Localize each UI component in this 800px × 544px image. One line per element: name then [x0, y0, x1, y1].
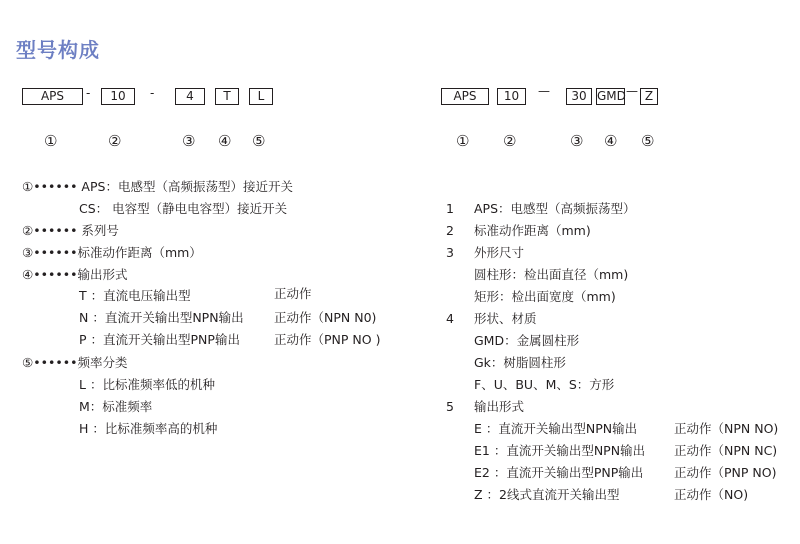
desc-line: Z ：2线式直流开关输出型 — [474, 487, 620, 502]
desc-line: E2 ：直流开关输出型PNP输出 — [474, 465, 644, 480]
desc-line: 外形尺寸 — [474, 245, 525, 260]
desc-line: CS： 电容型（静电电容型）接近开关 — [79, 201, 288, 216]
callout-number: ① — [456, 132, 470, 150]
page-title: 型号构成 — [16, 38, 100, 62]
code-box-frequency: L — [249, 88, 273, 105]
desc-line-action: 正动作 — [274, 286, 312, 301]
desc-line: 标准动作距离（mm) — [474, 223, 591, 238]
code-box-output: T — [215, 88, 239, 105]
desc-line: M：标准频率 — [79, 399, 153, 414]
desc-number: 2 — [446, 223, 454, 238]
desc-number: 1 — [446, 201, 454, 216]
desc-line: 圆柱形：检出面直径（mm) — [474, 267, 629, 282]
code-box-distance: 4 — [175, 88, 205, 105]
desc-line: ①•••••• APS：电感型（高频振荡型）接近开关 — [22, 179, 293, 194]
desc-line-action: 正动作（PNP NO ) — [274, 332, 381, 347]
callout-number: ⑤ — [641, 132, 655, 150]
callout-number: ⑤ — [252, 132, 266, 150]
code-separator: - — [86, 86, 91, 100]
desc-line: E1 ：直流开关输出型NPN输出 — [474, 443, 646, 458]
code-box-series: APS — [441, 88, 489, 105]
desc-line: APS：电感型（高频振荡型） — [474, 201, 636, 216]
desc-line: ③••••••标准动作距离（mm） — [22, 245, 202, 260]
desc-line: E ：直流开关输出型NPN输出 — [474, 421, 638, 436]
desc-line: Gk：树脂圆柱形 — [474, 355, 566, 370]
code-box-material: GMD — [597, 89, 626, 103]
code-box-size: 30 — [566, 88, 592, 105]
code-separator: — — [626, 84, 638, 98]
desc-line-action: 正动作（NPN NC) — [674, 443, 778, 458]
code-separator: — — [538, 84, 550, 98]
desc-line: ④••••••输出形式 — [22, 267, 128, 282]
code-box-series: APS — [22, 88, 83, 105]
desc-line: N ：直流开关输出型NPN输出 — [79, 310, 244, 325]
desc-line: F、U、BU、M、S：方形 — [474, 377, 615, 392]
callout-number: ② — [503, 132, 517, 150]
desc-line-action: 正动作（PNP NO) — [674, 465, 777, 480]
desc-number: 3 — [446, 245, 454, 260]
callout-number: ③ — [570, 132, 584, 150]
callout-number: ③ — [182, 132, 196, 150]
desc-line: ⑤••••••频率分类 — [22, 355, 128, 370]
desc-number: 5 — [446, 399, 454, 414]
desc-line-action: 正动作（NPN N0) — [274, 310, 377, 325]
callout-number: ② — [108, 132, 122, 150]
callout-number: ① — [44, 132, 58, 150]
code-box-output: Z — [640, 88, 658, 105]
desc-line-action: 正动作（NPN NO) — [674, 421, 779, 436]
desc-number: 4 — [446, 311, 454, 326]
desc-line: ②•••••• 系列号 — [22, 223, 119, 238]
callout-number: ④ — [604, 132, 618, 150]
code-box-distance: 10 — [497, 88, 526, 105]
desc-line: 输出形式 — [474, 399, 525, 414]
code-separator: - — [150, 86, 155, 100]
callout-number: ④ — [218, 132, 232, 150]
desc-line: 矩形：检出面宽度（mm) — [474, 289, 616, 304]
code-box-size: 10 — [101, 88, 135, 105]
desc-line: 形状、材质 — [474, 311, 537, 326]
desc-line: H ：比标准频率高的机种 — [79, 421, 218, 436]
desc-line: GMD：金属圆柱形 — [474, 333, 580, 348]
desc-line: P ：直流开关输出型PNP输出 — [79, 332, 240, 347]
desc-line: L ：比标准频率低的机种 — [79, 377, 215, 392]
desc-line: T ：直流电压输出型 — [79, 288, 191, 303]
desc-line-action: 正动作（NO) — [674, 487, 749, 502]
